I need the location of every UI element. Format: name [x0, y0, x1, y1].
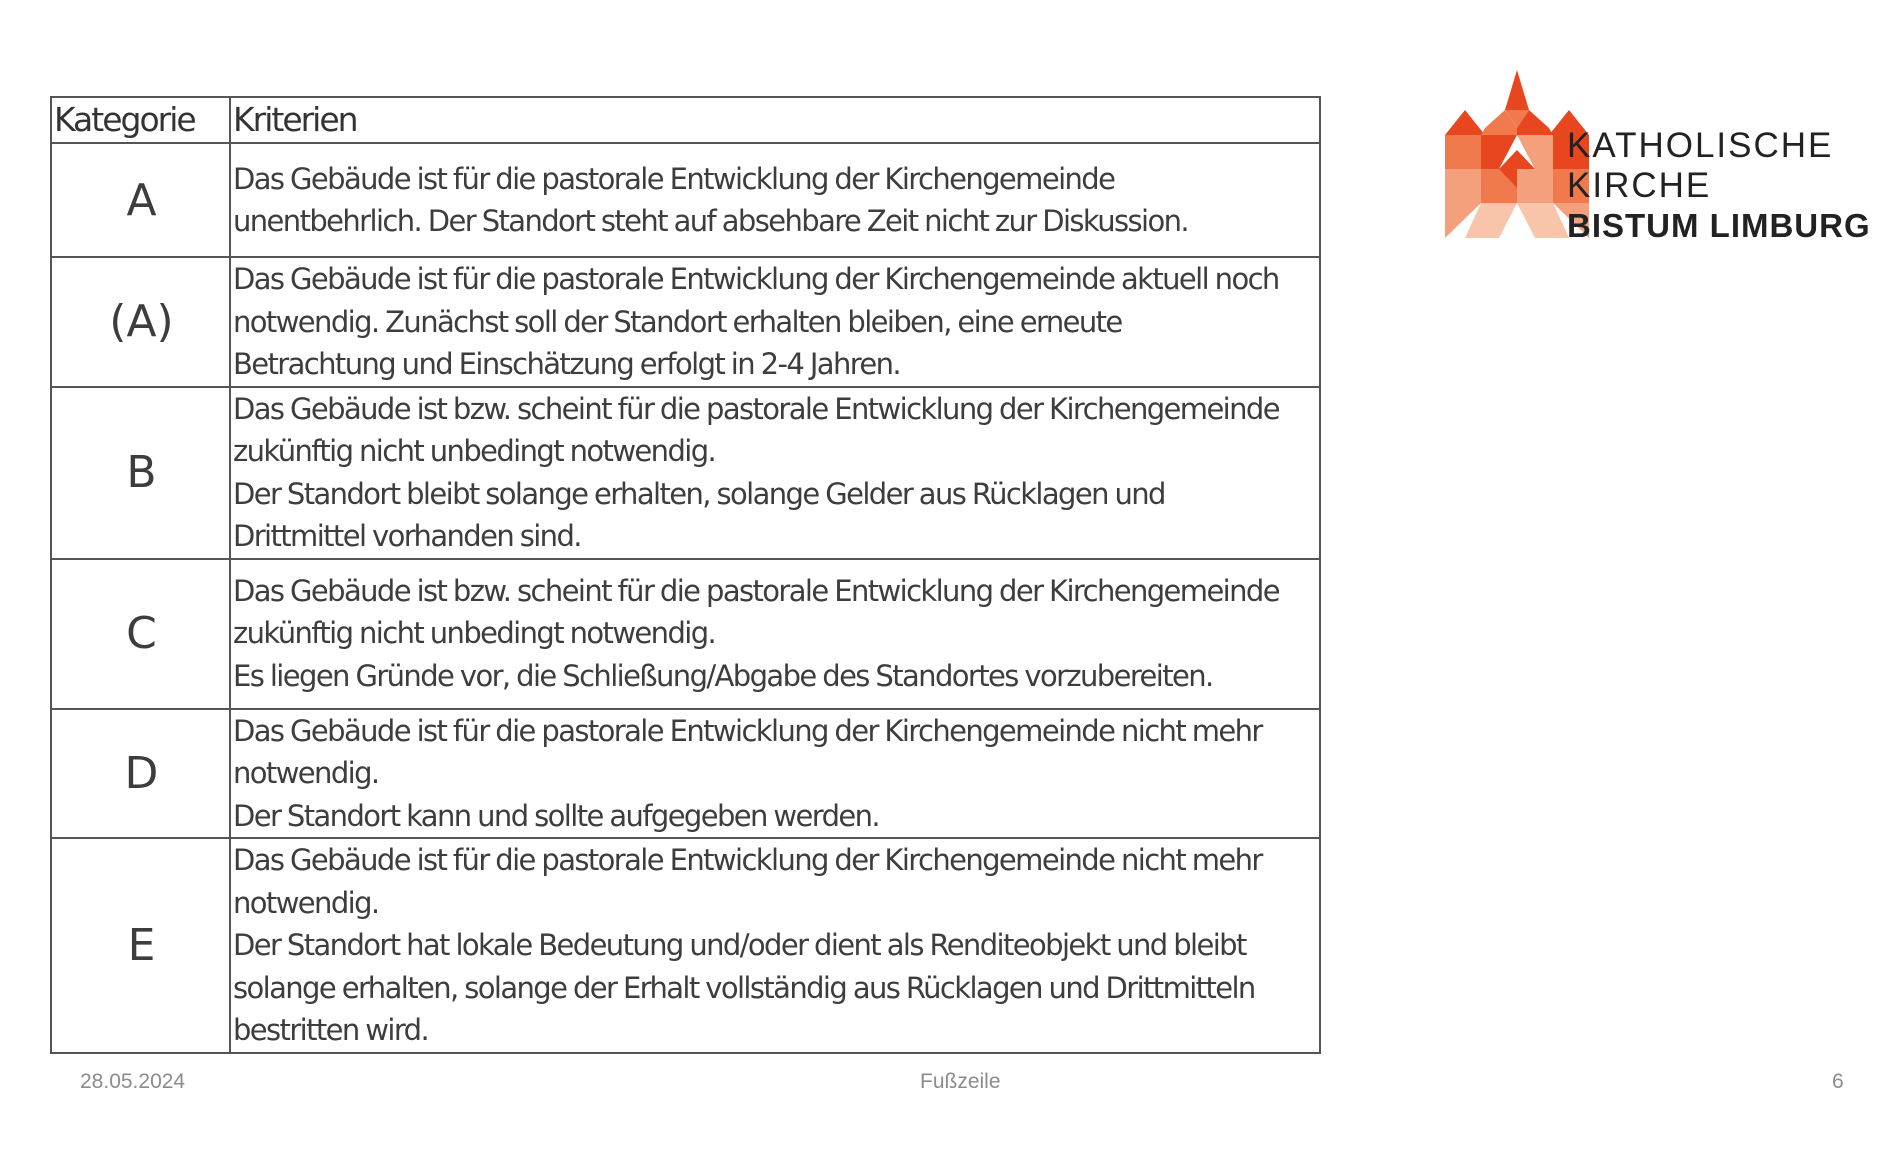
table-header-row: [51, 97, 1320, 143]
criteria-cell: [230, 257, 1320, 387]
table-row: [51, 257, 1320, 387]
footer-date: 28.05.2024: [80, 1070, 186, 1093]
criteria-text-line: bestritten wird.: [233, 1013, 429, 1047]
criteria-text-line: Der Standort hat lokale Bedeutung und/oder dient als Renditeobjekt und bleibt: [233, 928, 1246, 962]
logo-line-katholische: KATHOLISCHE: [1567, 126, 1834, 165]
criteria-text-line: solange erhalten, solange der Erhalt vollständig aus Rücklagen und Drittmitteln: [233, 970, 1255, 1005]
table-body: [51, 143, 1320, 1053]
category-cell: B: [51, 387, 230, 559]
criteria-cell: [230, 838, 1320, 1053]
criteria-text-line: Drittmittel vorhanden sind.: [233, 519, 581, 553]
criteria-text-line: Betrachtung und Einschätzung erfolgt in 2-4 Jahren.: [233, 347, 901, 381]
criteria-text-line: Das Gebäude ist für die pastorale Entwicklung der Kirchengemeinde nicht mehr: [233, 713, 1262, 748]
table-row: [51, 559, 1320, 709]
criteria-cell: [230, 387, 1320, 559]
table-row: [51, 143, 1320, 257]
table-row: [51, 838, 1320, 1053]
criteria-text-line: notwendig.: [233, 885, 379, 920]
criteria-text-line: zukünftig nicht unbedingt notwendig.: [233, 434, 716, 468]
category-cell: A: [51, 143, 230, 257]
category-cell: D: [51, 709, 230, 839]
criteria-text-line: Das Gebäude ist bzw. scheint für die pastorale Entwicklung der Kirchengemeinde: [233, 573, 1279, 608]
criteria-cell: [230, 709, 1320, 839]
table-row: [51, 387, 1320, 559]
table-row: [51, 709, 1320, 839]
logo-line-bistum-limburg: BISTUM LIMBURG: [1567, 207, 1871, 244]
criteria-text-line: zukünftig nicht unbedingt notwendig.: [233, 616, 716, 651]
criteria-text-line: Der Standort kann und sollte aufgegeben werden.: [233, 798, 880, 833]
criteria-text-line: Der Standort bleibt solange erhalten, solange Gelder aus Rücklagen und: [233, 476, 1165, 511]
header-kategorie: Kategorie: [51, 97, 230, 143]
page-number: 6: [1832, 1070, 1844, 1093]
logo-line-kirche: KIRCHE: [1567, 166, 1712, 205]
criteria-text-line: Das Gebäude ist für die pastorale Entwicklung der Kirchengemeinde nicht mehr: [233, 843, 1262, 877]
criteria-text-line: notwendig.: [233, 756, 379, 790]
criteria-text-line: Das Gebäude ist für die pastorale Entwicklung der Kirchengemeinde aktuell noch: [233, 262, 1279, 296]
criteria-text-line: notwendig. Zunächst soll der Standort erhalten bleiben, eine erneute: [233, 304, 1122, 339]
category-cell: (A): [51, 257, 230, 387]
category-criteria-table: [50, 96, 1321, 1054]
criteria-text-line: Das Gebäude ist bzw. scheint für die pastorale Entwicklung der Kirchengemeinde: [233, 391, 1279, 426]
criteria-cell: [230, 143, 1320, 257]
category-cell: E: [51, 838, 230, 1053]
logo-wordmark: [1567, 126, 1871, 246]
criteria-cell: [230, 559, 1320, 709]
criteria-text-line: Es liegen Gründe vor, die Schließung/Abgabe des Standortes vorzubereiten.: [233, 658, 1213, 693]
criteria-text-line: Das Gebäude ist für die pastorale Entwicklung der Kirchengemeinde: [233, 161, 1115, 196]
footer-text: Fußzeile: [920, 1070, 1001, 1093]
header-kriterien: Kriterien: [230, 97, 1320, 143]
criteria-text-line: unentbehrlich. Der Standort steht auf absehbare Zeit nicht zur Diskussion.: [233, 204, 1189, 238]
category-cell: C: [51, 559, 230, 709]
